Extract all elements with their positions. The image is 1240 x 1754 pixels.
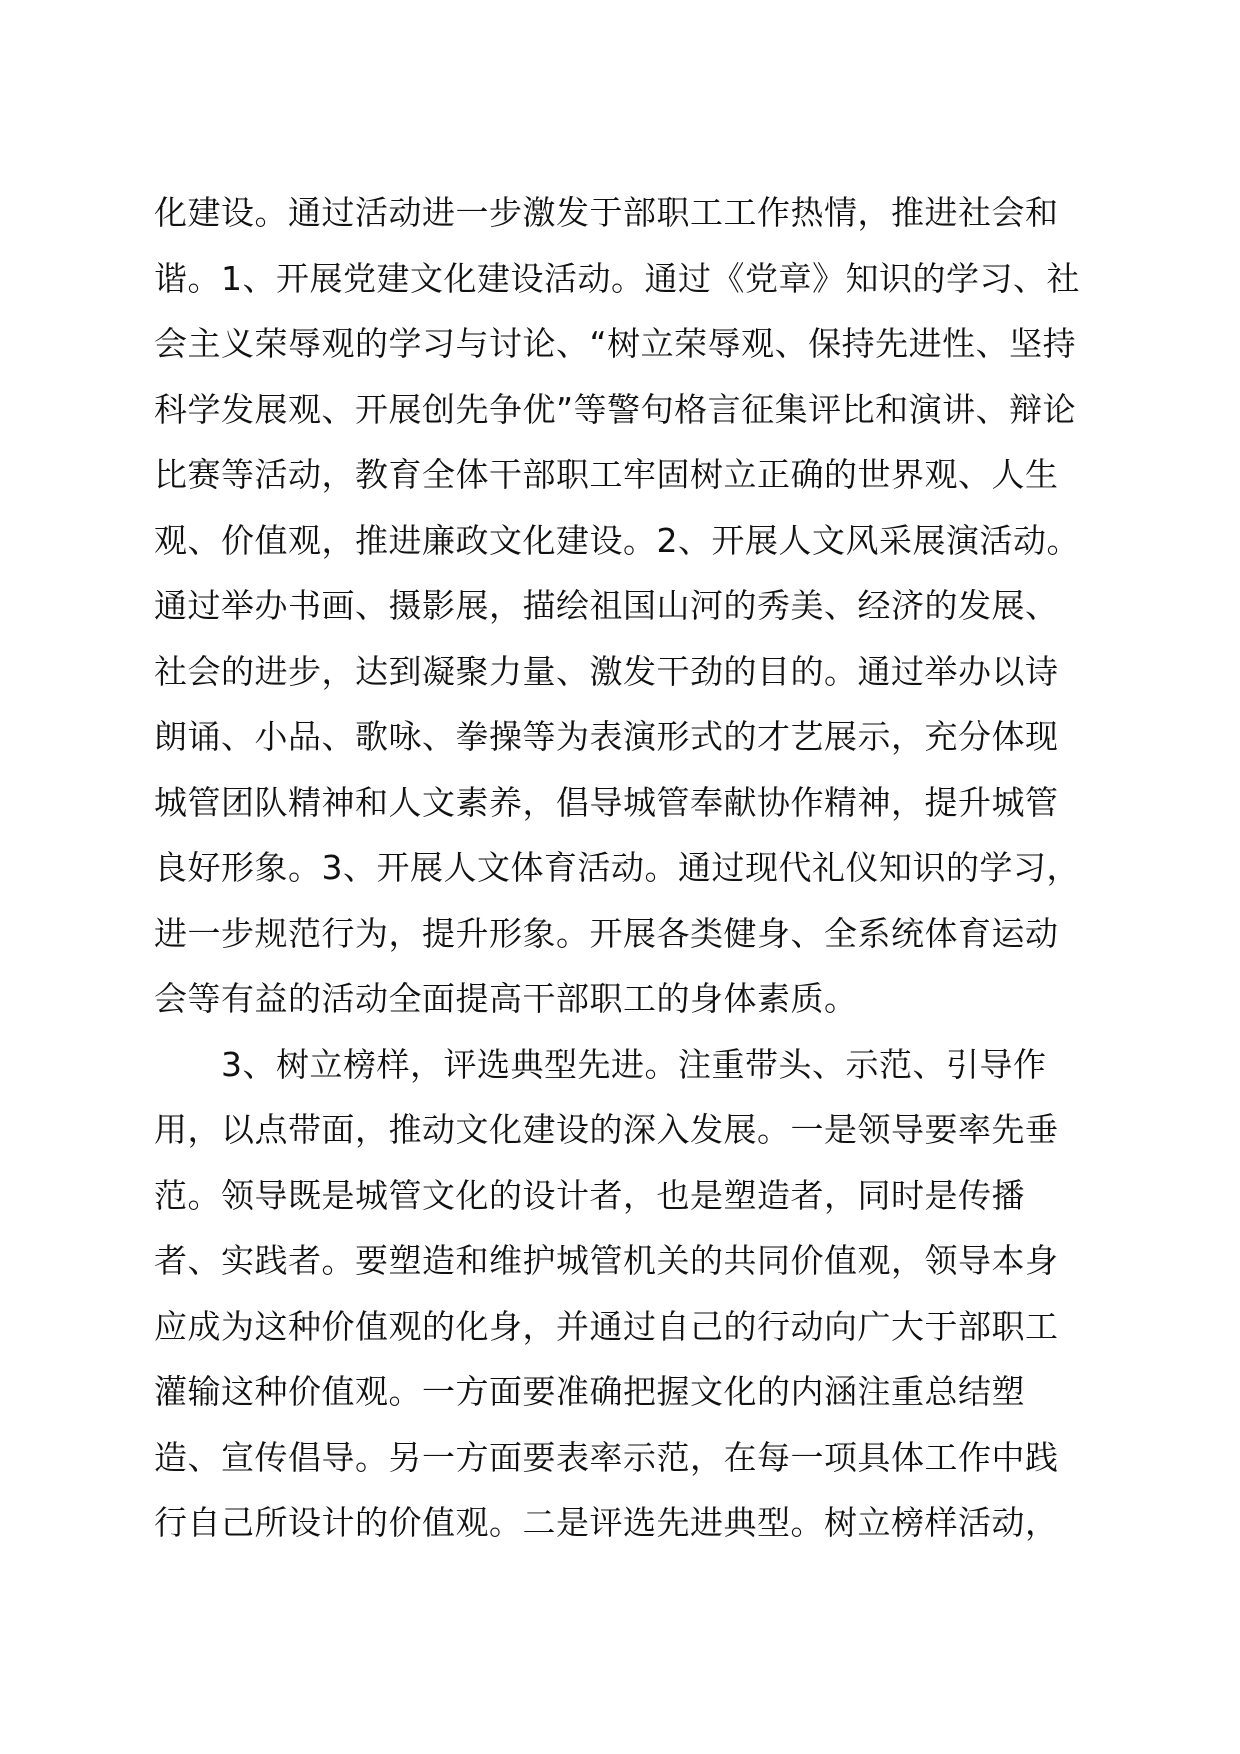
text-line: 化建设。通过活动进一步激发于部职工工作热情，推进社会和 bbox=[154, 193, 1059, 232]
text-line: 科学发展观、开展创先争优”等警句格言征集评比和演讲、辩论 bbox=[154, 389, 1077, 429]
text-line: 应成为这种价值观的化身，并通过自己的行动向广大于部职工 bbox=[154, 1306, 1059, 1346]
text-line: 者、实践者。要塑造和维护城管机关的共同价值观，领导本身 bbox=[154, 1241, 1059, 1280]
text-line: 良好形象。3、开展人文体育活动。通过现代礼仪知识的学习， bbox=[154, 848, 1080, 887]
text-line: 会等有益的活动全面提高干部职工的身体素质。 bbox=[154, 979, 858, 1018]
paragraph-start-line: 3、树立榜样，评选典型先进。注重带头、示范、引导作 bbox=[154, 1044, 1047, 1084]
text-line: 通过举办书画、摄影展，描绘祖国山河的秀美、经济的发展、 bbox=[154, 586, 1059, 625]
text-line: 观、价值观，推进廉政文化建设。2、开展人文风采展演活动。 bbox=[154, 520, 1080, 560]
text-line: 比赛等活动，教育全体干部职工牢固树立正确的世界观、人生 bbox=[154, 455, 1059, 494]
text-line: 造、宣传倡导。另一方面要表率示范，在每一项具体工作中践 bbox=[154, 1437, 1059, 1477]
text-line: 社会的进步，达到凝聚力量、激发干劲的目的。通过举办以诗 bbox=[154, 651, 1059, 691]
text-line: 灌输这种价值观。一方面要准确把握文化的内涵注重总结塑 bbox=[154, 1372, 1025, 1411]
text-line: 行自己所设计的价值观。二是评选先进典型。树立榜样活动， bbox=[154, 1503, 1059, 1542]
text-line: 朗诵、小品、歌咏、拳操等为表演形式的才艺展示，充分体现 bbox=[154, 717, 1059, 756]
text-line: 城管团队精神和人文素养，倡导城管奉献协作精神，提升城管 bbox=[154, 782, 1059, 822]
body-text bbox=[154, 180, 1094, 1556]
text-line: 会主义荣辱观的学习与讨论、“树立荣辱观、保持先进性、坚持 bbox=[154, 324, 1077, 363]
text-line: 范。领导既是城管文化的设计者，也是塑造者，同时是传播 bbox=[154, 1175, 1025, 1215]
text-line: 谐。1、开展党建文化建设活动。通过《党章》知识的学习、社 bbox=[154, 258, 1080, 298]
text-line: 进一步规范行为，提升形象。开展各类健身、全系统体育运动 bbox=[154, 913, 1059, 953]
text-line: 用，以点带面，推动文化建设的深入发展。一是领导要率先垂 bbox=[154, 1110, 1059, 1149]
